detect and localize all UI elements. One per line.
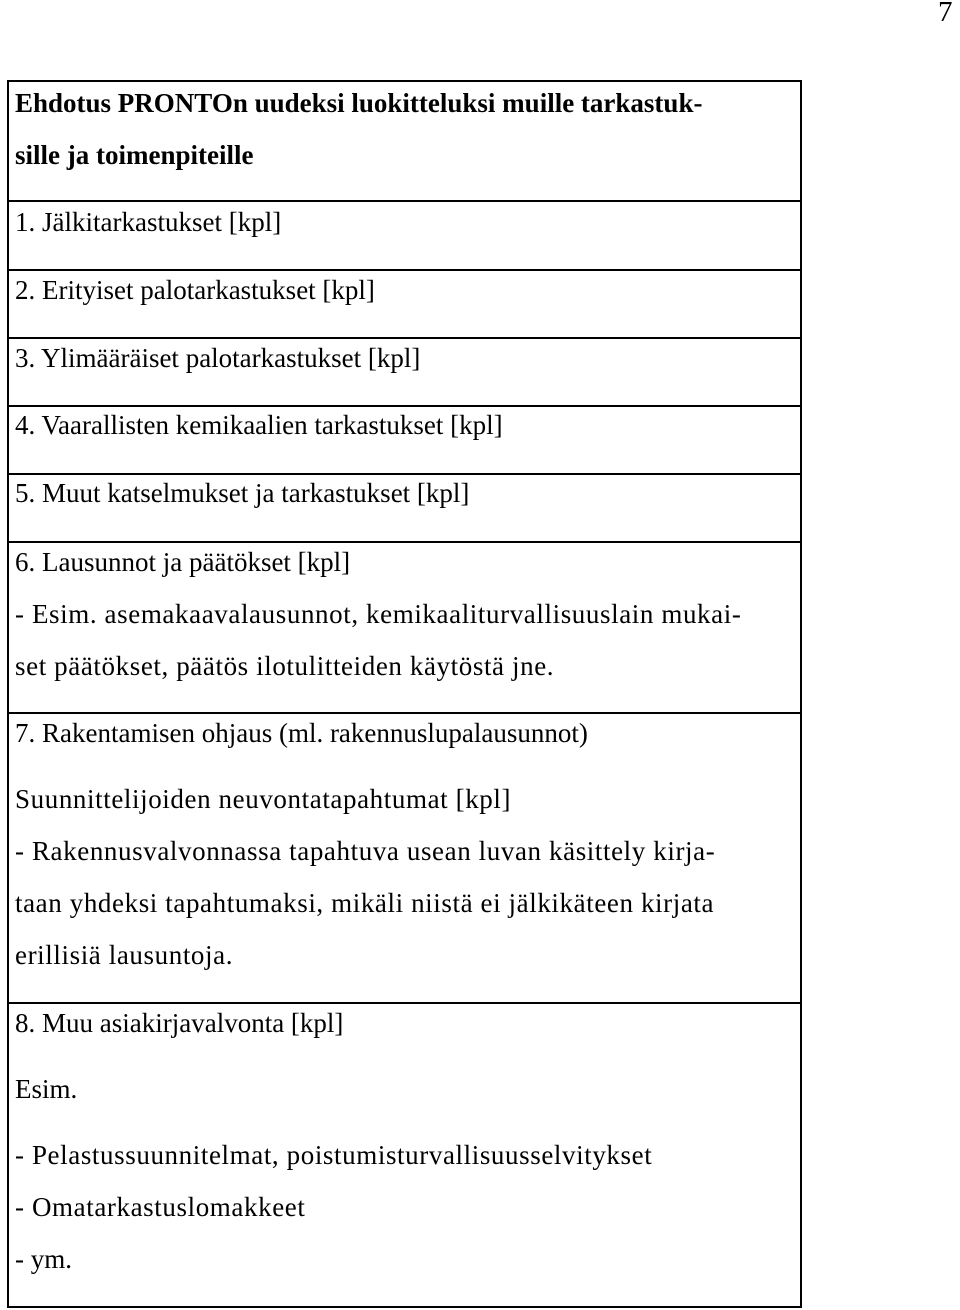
classification-table: [7, 80, 802, 1308]
item-7-note-line-2: taan yhdeksi tapahtumaksi, mikäli niistä ei jälkikäteen kirjata: [15, 888, 715, 918]
item-8-title: 8. Muu asiakirjavalvonta [kpl]: [15, 1008, 344, 1038]
item-5-text: 5. Muut katselmukset ja tarkastukset [kpl]: [15, 478, 470, 508]
table-row-item-8: [9, 1004, 800, 1308]
item-6-example-line-2: set päätökset, päätös ilotulitteiden käytöstä jne.: [15, 651, 555, 681]
table-row-item-6: [9, 543, 800, 713]
item-8-example-2: - Omatarkastuslomakkeet: [15, 1192, 306, 1222]
item-2-text: 2. Erityiset palotarkastukset [kpl]: [15, 275, 375, 305]
table-heading-line-2: sille ja toimenpiteille: [15, 140, 254, 170]
item-7-note-line-1: - Rakennusvalvonnassa tapahtuva usean luvan käsittely kirja-: [15, 836, 716, 866]
table-row-item-5: [9, 475, 800, 542]
item-7-note-line-3: erillisiä lausuntoja.: [15, 940, 234, 970]
item-6-example-line-1: - Esim. asemakaavalausunnot, kemikaaliturvallisuuslain mukai-: [15, 599, 742, 629]
table-row-heading: [9, 82, 800, 202]
page-number: 7: [938, 0, 953, 28]
item-8-example-3: - ym.: [15, 1244, 72, 1274]
item-8-example-label: Esim.: [15, 1074, 78, 1104]
table-row-item-4: [9, 407, 800, 474]
item-7-subtitle: Suunnittelijoiden neuvontatapahtumat [kpl]: [15, 784, 512, 814]
table-heading-line-1: Ehdotus PRONTOn uudeksi luokitteluksi muille tarkastuk-: [15, 88, 703, 118]
item-4-text: 4. Vaarallisten kemikaalien tarkastukset [kpl]: [15, 410, 503, 440]
item-7-title: 7. Rakentamisen ohjaus (ml. rakennuslupalausunnot): [15, 718, 588, 748]
table-row-item-1: [9, 202, 800, 270]
table-row-item-2: [9, 271, 800, 338]
item-1-text: 1. Jälkitarkastukset [kpl]: [15, 207, 282, 237]
item-3-text: 3. Ylimääräiset palotarkastukset [kpl]: [15, 343, 421, 373]
table-row-item-7: [9, 714, 800, 1004]
table-row-item-3: [9, 339, 800, 406]
item-8-example-1: - Pelastussuunnitelmat, poistumisturvallisuusselvitykset: [15, 1140, 653, 1170]
item-6-title: 6. Lausunnot ja päätökset [kpl]: [15, 547, 351, 577]
